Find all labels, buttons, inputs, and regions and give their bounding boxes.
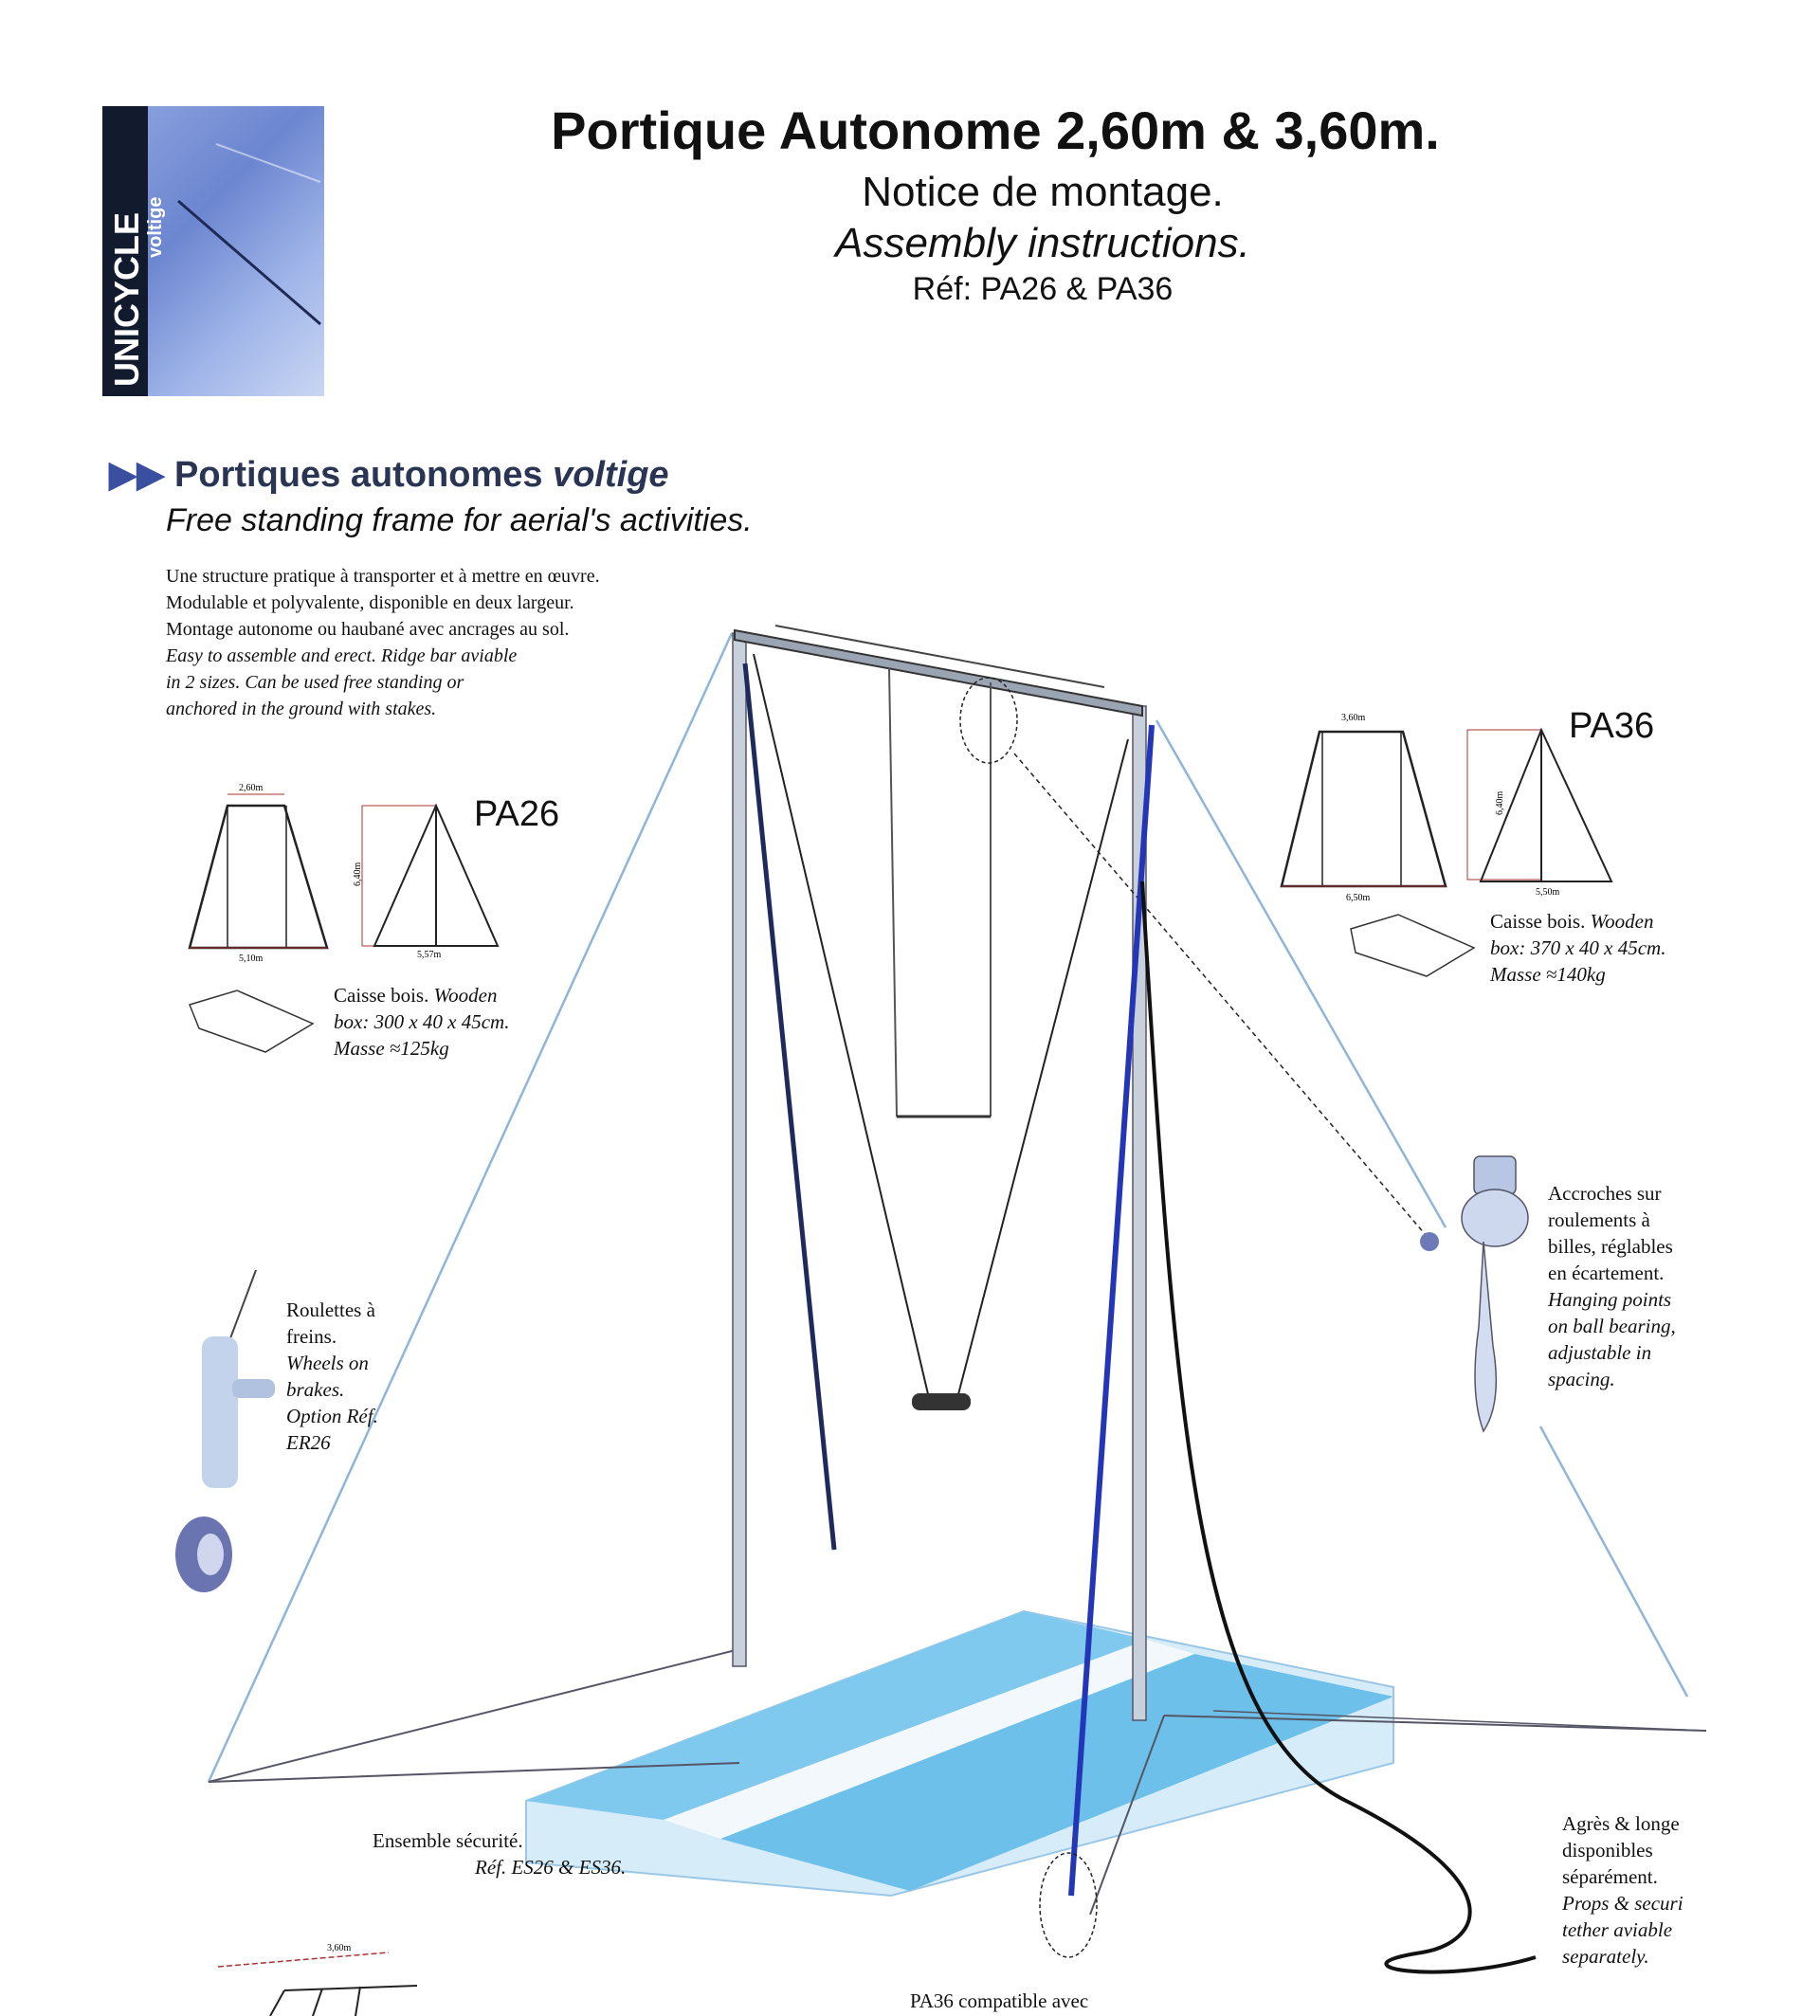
page-title: Portique Autonome 2,60m & 3,60m.	[551, 100, 1440, 160]
pa26-dim-depth: 5,57m	[417, 950, 442, 960]
trapeze-bar	[912, 1393, 971, 1410]
pa36-box-en: Wooden	[1590, 910, 1654, 933]
callout-line: on ball bearing,	[1548, 1315, 1676, 1337]
subtitle-en: Assembly instructions.	[835, 220, 1250, 266]
double-arrow-icon: ▶▶	[109, 455, 165, 495]
callout-line: separately.	[1562, 1945, 1649, 1968]
detail-ellipse	[1040, 1853, 1097, 1957]
pa36-dim-height: 6,40m	[1495, 790, 1505, 815]
pa26-box-info	[334, 982, 509, 1062]
callout-line: Ensemble sécurité.	[373, 1829, 523, 1852]
section-subheading: Free standing frame for aerial's activities.	[166, 502, 753, 538]
desc-fr-line: Modulable et polyvalente, disponible en deux largeur.	[166, 592, 574, 613]
hanging-point-illustration	[1420, 1156, 1528, 1431]
section-heading-italic: voltige	[553, 455, 669, 495]
props-callout	[1562, 1810, 1799, 1970]
desc-fr-line: Montage autonome ou haubané avec ancrages au sol.	[166, 619, 570, 640]
pa36-box-dim: box: 370 x 40 x 45cm.	[1490, 936, 1666, 959]
guy-line	[1540, 1426, 1687, 1697]
callout-line: disponibles	[1562, 1839, 1653, 1862]
pa26-box-fr: Caisse bois.	[334, 984, 429, 1007]
callout-line: Wheels on	[286, 1352, 369, 1374]
callout-line: Hanging points	[1548, 1288, 1672, 1311]
pa26-box-en: Wooden	[433, 984, 498, 1007]
pa26-label: PA26	[474, 794, 560, 834]
callout-line: Roulettes à	[286, 1299, 375, 1321]
climbing-rope	[745, 663, 834, 1550]
callout-line: en écartement.	[1548, 1262, 1665, 1284]
section-heading-text: Portiques autonomes	[174, 455, 543, 495]
subtitle-fr: Notice de montage.	[862, 169, 1224, 215]
callout-line: spacing.	[1548, 1368, 1615, 1390]
safety-callout	[373, 1827, 626, 1880]
ridge-bar	[735, 630, 1142, 716]
bottom-diagram	[218, 1943, 417, 2016]
callout-line: Réf. ES26 & ES36.	[475, 1856, 627, 1879]
callout-line: tether aviable	[1562, 1918, 1673, 1941]
hanging-callout	[1548, 1180, 1676, 1392]
pa26-dim-width: 2,60m	[239, 783, 264, 793]
wheel-illustration	[175, 1270, 275, 1592]
callout-line: adjustable in	[1548, 1341, 1652, 1364]
pa26-mass: Masse ≈125kg	[334, 1037, 449, 1060]
pa36-dim-depth: 5,50m	[1536, 887, 1560, 898]
callout-line: Agrès & longe	[1562, 1812, 1680, 1835]
desc-en-line: anchored in the ground with stakes.	[166, 699, 437, 719]
left-upright	[733, 633, 746, 1666]
guy-line	[209, 633, 732, 1782]
pa26-dim-base: 5,10m	[239, 954, 264, 964]
pa36-dim-width: 3,60m	[1341, 713, 1366, 723]
pa36-label: PA36	[1569, 706, 1655, 746]
desc-en-line: Easy to assemble and erect. Ridge bar aviable	[166, 645, 518, 666]
compat-note: PA36 compatible avec	[910, 1989, 1089, 2012]
desc-en-line: in 2 sizes. Can be used free standing or	[166, 672, 464, 693]
pa26-dim-height: 6,40m	[353, 862, 363, 886]
callout-line: séparément.	[1562, 1865, 1658, 1888]
callout-line: roulements à	[1548, 1208, 1650, 1231]
callout-line: freins.	[286, 1325, 337, 1348]
trapeze-rope	[957, 739, 1128, 1398]
reference: Réf: PA26 & PA36	[912, 271, 1174, 307]
callout-line: Accroches sur	[1548, 1182, 1662, 1205]
callout-line: Props & securi	[1562, 1892, 1684, 1915]
detail-ellipse	[960, 678, 1017, 763]
swing-rope	[889, 668, 897, 1117]
pa36-box-info	[1490, 908, 1665, 988]
pa36-dim-base: 6,50m	[1346, 893, 1371, 903]
callout-line: brakes.	[286, 1378, 345, 1401]
logo-sub: voltige	[145, 196, 166, 258]
pa26-box-dim: box: 300 x 40 x 45cm.	[334, 1010, 510, 1033]
guy-line	[1156, 720, 1446, 1227]
logo-name: UNICYCLE	[107, 211, 146, 387]
pa36-mass: Masse ≈140kg	[1490, 963, 1606, 986]
pa36-box-fr: Caisse bois.	[1490, 910, 1586, 933]
callout-line: billes, réglables	[1548, 1235, 1673, 1258]
desc-fr-line: Une structure pratique à transporter et à mettre en œuvre.	[166, 566, 600, 587]
callout-line: ER26	[286, 1431, 331, 1454]
bottom-dim: 3,60m	[327, 1943, 352, 1953]
detail-leader	[1014, 754, 1431, 1242]
callout-line: Option Réf.	[286, 1405, 378, 1427]
wheels-callout	[286, 1297, 378, 1456]
